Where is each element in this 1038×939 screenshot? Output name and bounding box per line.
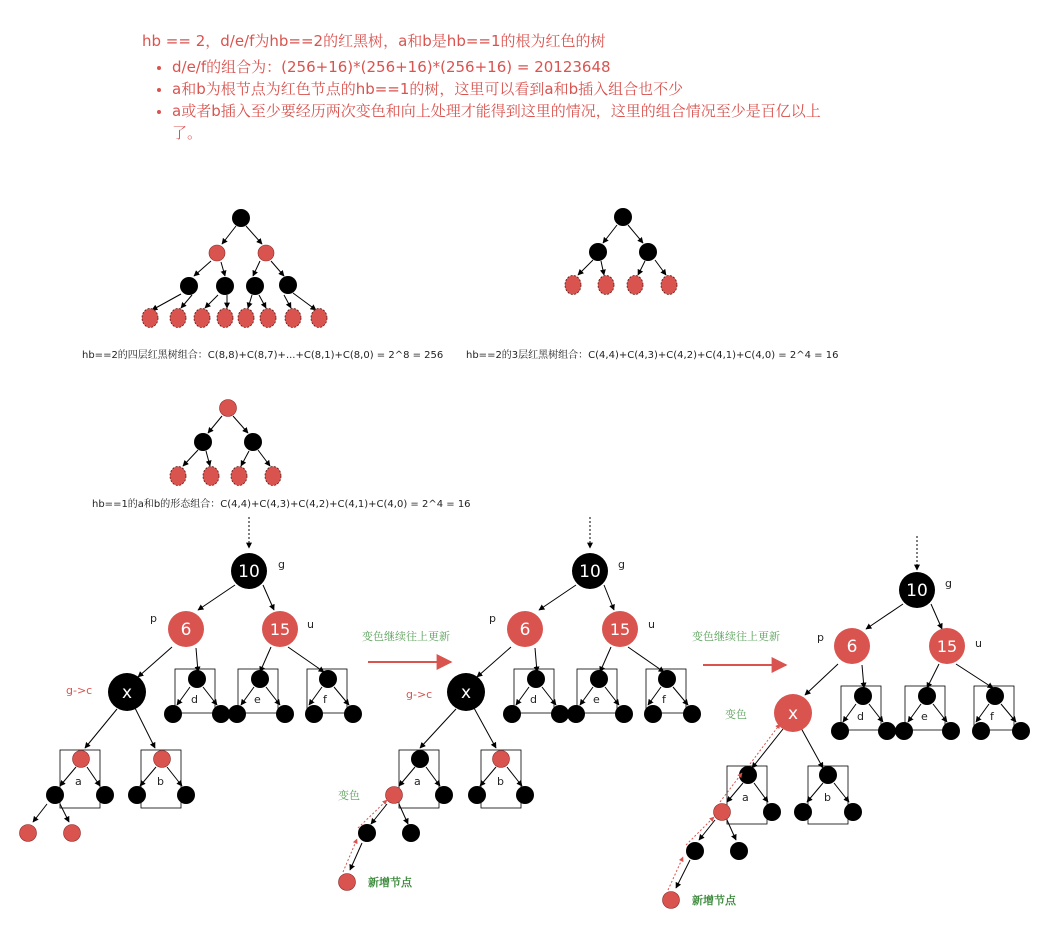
tree2-leaf-node	[661, 276, 677, 295]
tree1-black-node	[246, 277, 264, 295]
tree1-leaf-node	[217, 309, 233, 328]
tree3-black-node	[194, 433, 212, 451]
d1-subtree-f	[305, 669, 362, 723]
tree1-leaf-node	[142, 309, 158, 328]
d2-a-label: a	[414, 775, 421, 788]
transition2-label: 变色继续往上更新	[692, 630, 780, 643]
d2-recolor-note: 变色	[338, 789, 360, 802]
tree1-leaf-node	[170, 309, 186, 328]
tree1-red-node	[258, 245, 274, 261]
d3-subtree-a	[663, 724, 782, 909]
d1-g-label: g	[278, 558, 285, 571]
tree-four-layer	[142, 209, 327, 328]
tree3-leaf-node	[265, 467, 281, 486]
tree1-leaf-node	[260, 309, 276, 328]
d3-f-label: f	[990, 710, 994, 723]
diagram-stage-3	[663, 536, 1031, 909]
d3-g-label: g	[945, 577, 952, 590]
d3-u-label: u	[975, 637, 982, 650]
d3-subtree-f	[972, 686, 1030, 740]
tree2-black-node	[589, 243, 607, 261]
tree1-black-node	[216, 277, 234, 295]
tree1-black-node	[279, 276, 297, 294]
tree1-root-node	[232, 209, 250, 227]
d1-a-label: a	[75, 775, 82, 788]
caption-ab-shapes: hb==1的a和b的形态组合：C(4,4)+C(4,3)+C(4,2)+C(4,1)+C(4,0) = 2^4 = 16	[92, 499, 471, 510]
d3-g-value: 10	[906, 581, 928, 601]
d2-subtree-b	[468, 750, 534, 808]
d2-subtree-e	[567, 669, 633, 723]
d1-subtree-b	[128, 750, 195, 808]
tree1-leaf-node	[311, 309, 327, 328]
transition1-label: 变色继续往上更新	[362, 630, 450, 643]
tree-ab-shapes	[170, 400, 281, 486]
tree3-red-root	[220, 400, 237, 417]
d3-subtree-e	[895, 686, 960, 740]
d2-x-value: x	[460, 683, 472, 703]
d1-d-label: d	[191, 693, 198, 706]
tree1-black-node	[180, 277, 198, 295]
caption-four-layer: hb==2的四层红黑树组合：C(8,8)+C(8,7)+...+C(8,1)+C(8,0) = 2^8 = 256	[82, 350, 444, 361]
d1-subtree-d	[164, 669, 230, 723]
d2-g-to-c-note: g->c	[406, 688, 433, 701]
d2-g-label: g	[618, 558, 625, 571]
tree2-leaf-node	[627, 276, 643, 295]
d1-b-label: b	[157, 775, 164, 788]
diagram-stage-2	[338, 517, 701, 891]
d3-new-node-note: 新增节点	[692, 894, 736, 907]
d3-recolor-note: 变色	[725, 708, 747, 721]
d1-e-label: e	[254, 693, 261, 706]
tree1-leaf-node	[194, 309, 210, 328]
tree1-leaf-node	[285, 309, 301, 328]
d1-p-value: 6	[180, 620, 192, 640]
d2-subtree-f	[644, 669, 701, 723]
d1-x-value: x	[121, 683, 133, 703]
d2-d-label: d	[530, 693, 537, 706]
bullet-ab-insert: • a和b为根节点为红色节点的hb==1的树，这里可以看到a和b插入组合也不少	[172, 78, 842, 100]
d2-p-value: 6	[519, 620, 531, 640]
caption-three-layer: hb==2的3层红黑树组合：C(4,4)+C(4,3)+C(4,2)+C(4,1)+C(4,0) = 2^4 = 16	[466, 350, 839, 361]
tree2-leaf-node	[565, 276, 581, 295]
d1-p-label: p	[150, 612, 157, 625]
d2-b-label: b	[497, 775, 504, 788]
d2-u-label: u	[648, 618, 655, 631]
tree1-red-node	[209, 245, 225, 261]
tree2-black-node	[639, 243, 657, 261]
d2-f-label: f	[662, 693, 666, 706]
header-title: hb == 2，d/e/f为hb==2的红黑树，a和b是hb==1的根为红色的树	[142, 32, 606, 50]
d3-x-value: x	[787, 704, 799, 724]
d2-subtree-a	[339, 750, 454, 891]
diagram-stage-1	[20, 517, 363, 842]
d1-u-label: u	[307, 618, 314, 631]
tree3-black-node	[244, 433, 262, 451]
d1-f-label: f	[323, 693, 327, 706]
d1-g-to-c-note: g->c	[66, 684, 93, 697]
d2-p-label: p	[489, 612, 496, 625]
d1-u-value: 15	[269, 620, 291, 639]
d3-b-label: b	[824, 791, 831, 804]
d2-subtree-d	[503, 669, 569, 723]
tree-three-layer	[565, 208, 677, 295]
d1-g-value: 10	[238, 562, 260, 582]
d3-d-label: d	[857, 710, 864, 723]
d3-p-value: 6	[846, 637, 858, 657]
tree3-leaf-node	[203, 467, 219, 486]
d1-subtree-a	[20, 750, 115, 842]
d3-e-label: e	[921, 710, 928, 723]
tree2-leaf-node	[598, 276, 614, 295]
d2-new-node-note: 新增节点	[368, 876, 412, 889]
bullet-def-combination: • d/e/f的组合为：(256+16)*(256+16)*(256+16) = 20123648	[172, 56, 842, 78]
d2-g-value: 10	[579, 562, 601, 582]
tree3-leaf-node	[170, 467, 186, 486]
tree2-root-node	[614, 208, 632, 226]
d2-e-label: e	[593, 693, 600, 706]
bullet-ab-process: • a或者b插入至少要经历两次变色和向上处理才能得到这里的情况，这里的组合情况至少是百亿以上了。	[172, 100, 842, 144]
d3-subtree-b	[794, 766, 862, 824]
d2-u-value: 15	[609, 620, 631, 639]
tree1-leaf-node	[238, 309, 254, 328]
d3-u-value: 15	[936, 637, 958, 656]
d3-a-label: a	[742, 791, 749, 804]
tree3-leaf-node	[231, 467, 247, 486]
d3-p-label: p	[817, 631, 824, 644]
d1-subtree-e	[228, 669, 294, 723]
d3-subtree-d	[831, 686, 896, 740]
